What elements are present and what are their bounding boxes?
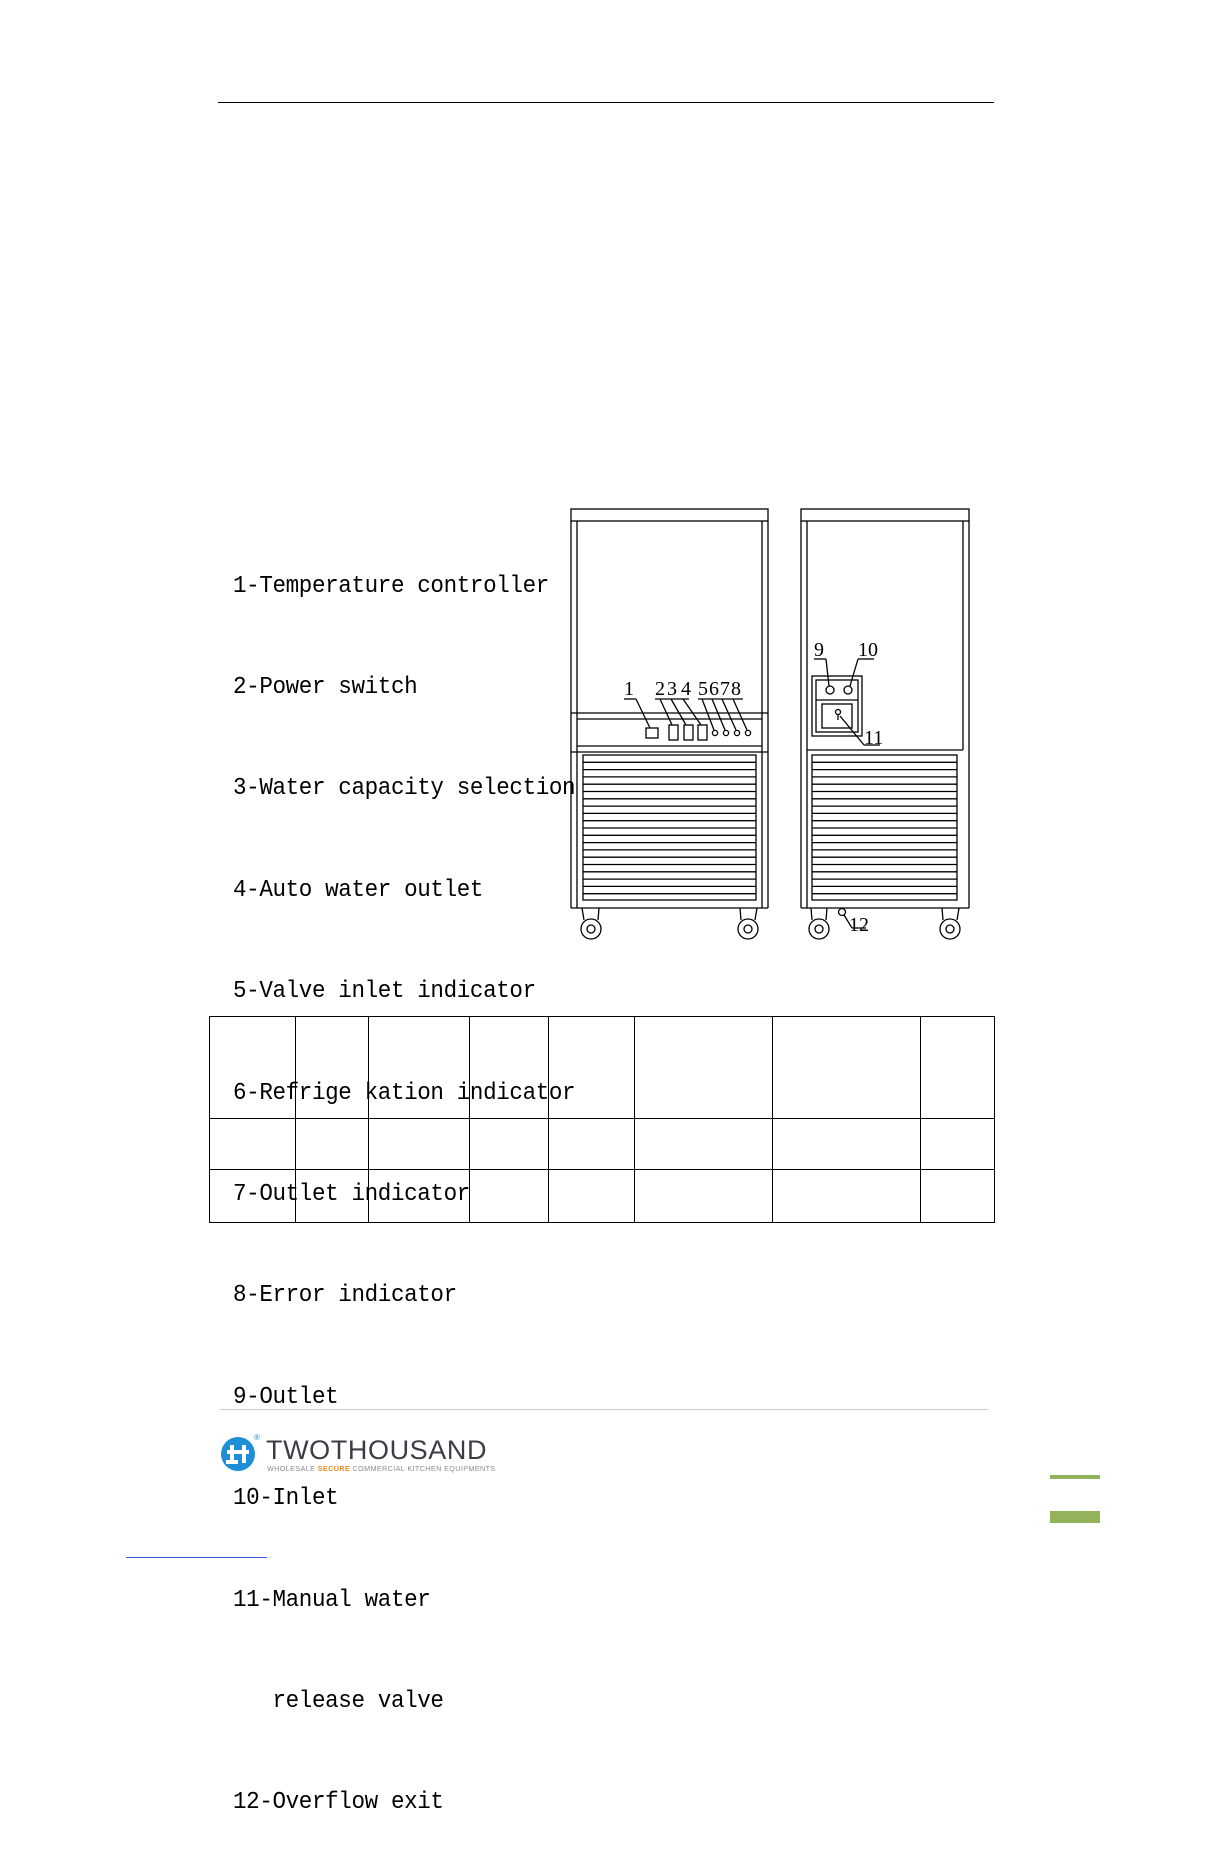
table-cell [549, 1119, 635, 1170]
legend-item: 12-Overflow exit [233, 1789, 444, 1817]
table-cell [921, 1119, 995, 1170]
table-cell [369, 1170, 470, 1223]
table-cell [549, 1170, 635, 1223]
callout-label: 9 [814, 639, 824, 661]
registered-mark: ® [254, 1433, 260, 1442]
table-cell [296, 1017, 369, 1119]
table-cell [210, 1119, 296, 1170]
table-cell [369, 1017, 470, 1119]
callout-label: 1 [624, 678, 634, 700]
table-cell [921, 1017, 995, 1119]
callout-label: 2 [655, 678, 665, 700]
table-cell [369, 1119, 470, 1170]
table-header-row [210, 1017, 995, 1119]
legend-item: 10-Inlet [233, 1485, 339, 1513]
table-row [210, 1170, 995, 1223]
footer-rule [220, 1409, 988, 1410]
spec-table [209, 1016, 995, 1223]
table-cell [773, 1119, 921, 1170]
front-view [571, 509, 768, 939]
table-cell [470, 1170, 549, 1223]
callout-label: 5 [698, 678, 708, 700]
table-cell [549, 1017, 635, 1119]
table-cell [773, 1017, 921, 1119]
table-cell [210, 1170, 296, 1223]
machine-drawing [560, 500, 985, 950]
callout-label: 3 [667, 678, 677, 700]
tagline-suffix: COMMERCIAL KITCHEN EQUIPMENTS [350, 1464, 496, 1473]
table-cell [296, 1170, 369, 1223]
callout-label: 11 [864, 727, 884, 749]
legend-item: 6-Refrige kation indicator [233, 1079, 576, 1107]
brand-name: TWOTHOUSAND [266, 1435, 488, 1465]
legend-item: 7-Outlet indicator [233, 1180, 470, 1208]
legend-item: 8-Error indicator [233, 1282, 457, 1310]
table-cell [210, 1017, 296, 1119]
side-louvers [812, 762, 957, 893]
callout-label: 8 [731, 678, 741, 700]
side-view [801, 509, 969, 939]
table-cell [470, 1017, 549, 1119]
callout-label: 12 [849, 914, 869, 936]
header-rule [218, 102, 994, 103]
legend-item: 5-Valve inlet indicator [233, 978, 536, 1006]
tagline-prefix: WHOLESALE [267, 1464, 318, 1473]
callout-label: 6 [709, 678, 719, 700]
table-cell [921, 1170, 995, 1223]
table-cell [635, 1017, 773, 1119]
callout-label: 7 [720, 678, 730, 700]
brand-logo-icon [218, 1432, 264, 1474]
brand-tagline [267, 1464, 496, 1473]
table-cell [296, 1119, 369, 1170]
table-cell [470, 1119, 549, 1170]
legend-item: 3-Water capacity selection [233, 775, 576, 803]
legend-item: release valve [233, 1687, 444, 1715]
legend-item: 11-Manual water [233, 1586, 431, 1614]
table-cell [773, 1170, 921, 1223]
legend-item: 1-Temperature controller [233, 572, 549, 600]
front-louvers [583, 762, 756, 893]
footer-link-underline [126, 1557, 267, 1558]
tagline-highlight: SECURE [317, 1464, 351, 1473]
legend-item: 9-Outlet [233, 1383, 339, 1411]
footer-accent-block [1050, 1511, 1100, 1523]
footer-accent-bar [1050, 1475, 1100, 1479]
legend-item: 4-Auto water outlet [233, 876, 484, 904]
table-row [210, 1119, 995, 1170]
callout-label: 10 [858, 639, 878, 661]
callout-label: 4 [681, 678, 691, 700]
table-cell [635, 1119, 773, 1170]
table-cell [635, 1170, 773, 1223]
legend-item: 2-Power switch [233, 673, 418, 701]
